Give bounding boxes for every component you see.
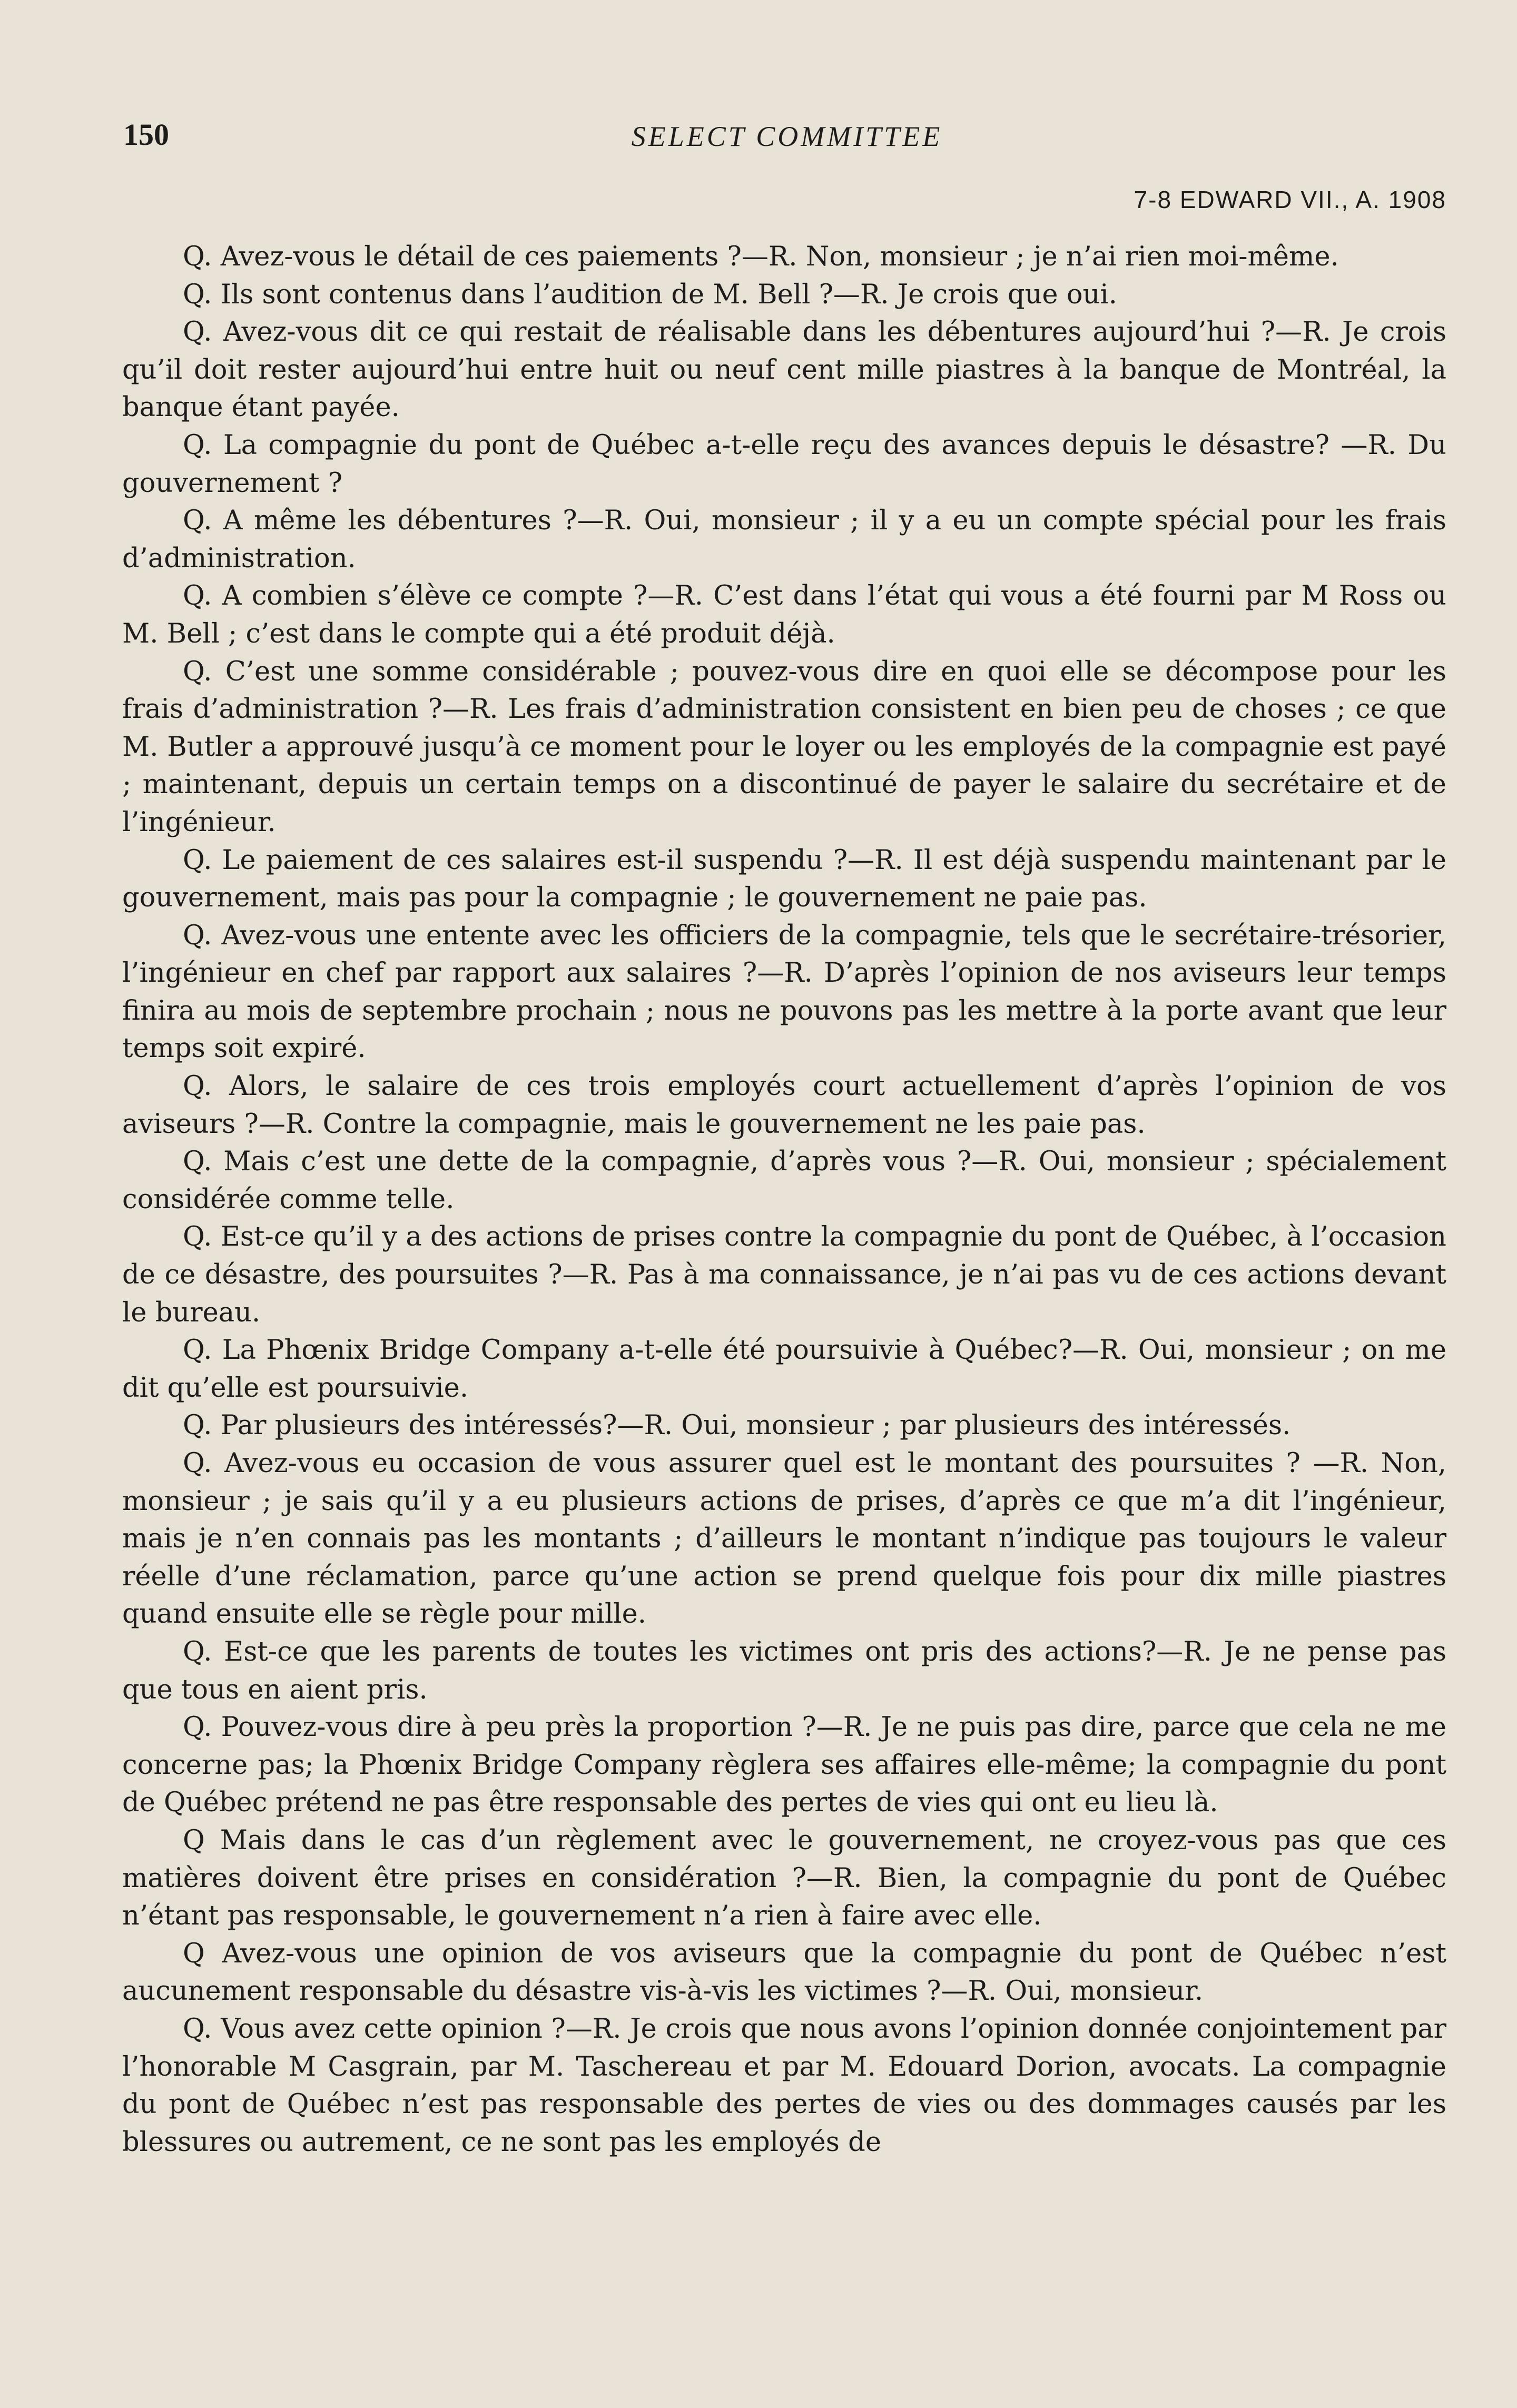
- running-head: [123, 117, 1451, 159]
- paragraph: Q. Par plusieurs des intéressés?—R. Oui, monsieur ; par plusieurs des intéressés.: [183, 1410, 1291, 1442]
- paragraph: Q. Avez-vous eu occasion de vous assurer quel est le montant des poursuites ? —R. Non, monsieur ; je sais qu’il y a eu plusieurs actions de prises, d’après ce que m’a dit l’ingénieur, mais je n’en connais pas les montants ; d’ailleurs le montant n’indique pas toujours le valeur réelle d’une réclamation, parce qu’une action se prend quelque fois pour dix mille piastres quand ensuite elle se règle pour mille.: [122, 1448, 1446, 1630]
- paragraph: Q. Alors, le salaire de ces trois employés court actuellement d’après l’opinion de vos aviseurs ?—R. Contre la compagnie, mais le gouvernement ne les paie pas.: [122, 1071, 1446, 1140]
- page-number: 150: [123, 117, 169, 152]
- running-title: SELECT COMMITTEE: [631, 121, 943, 152]
- paragraph: Q. Le paiement de ces salaires est-il suspendu ?—R. Il est déjà suspendu maintenant par le gouvernement, mais pas pour la compagnie ; le gouvernement ne paie pas.: [122, 844, 1446, 914]
- paragraph: Q. Pouvez-vous dire à peu près la proportion ?—R. Je ne puis pas dire, parce que cela ne me concerne pas; la Phœnix Bridge Company règlera ses affaires elle-même; la compagnie du pont de Québec prétend ne pas être responsable des pertes de vies qui ont eu lieu là.: [122, 1712, 1446, 1819]
- paragraph: Q. La Phœnix Bridge Company a-t-elle été poursuivie à Québec?—R. Oui, monsieur ; on me dit qu’elle est poursuivie.: [122, 1335, 1446, 1404]
- paragraph: Q. Vous avez cette opinion ?—R. Je crois que nous avons l’opinion donnée conjointement par l’honorable M Casgrain, par M. Taschereau et par M. Edouard Dorion, avocats. La compagnie du pont de Québec n’est pas responsable des pertes de vies ou des dommages causés par les blessures ou autrement, ce ne sont pas les employés de: [122, 2013, 1446, 2158]
- paragraph: Q. Est-ce qu’il y a des actions de prises contre la compagnie du pont de Québec, à l’occasion de ce désastre, des poursuites ?—R. Pas à ma connaissance, je n’ai pas vu de ces actions devant le bureau.: [122, 1221, 1446, 1328]
- paragraph: Q. Est-ce que les parents de toutes les victimes ont pris des actions?—R. Je ne pense pas que tous en aient pris.: [122, 1636, 1446, 1705]
- body-text: [122, 238, 1446, 2161]
- paragraph: Q Avez-vous une opinion de vos aviseurs que la compagnie du pont de Québec n’est aucunement responsable du désastre vis-à-vis les victimes ?—R. Oui, monsieur.: [122, 1938, 1446, 2007]
- paragraph: Q Mais dans le cas d’un règlement avec le gouvernement, ne croyez-vous pas que ces matières doivent être prises en considération ?—R. Bien, la compagnie du pont de Québec n’étant pas responsable, le gouvernement n’a rien à faire avec elle.: [122, 1824, 1446, 1932]
- paragraph: Q. Ils sont contenus dans l’audition de M. Bell ?—R. Je crois que oui.: [183, 279, 1117, 310]
- paragraph: Q. Avez-vous le détail de ces paiements ?—R. Non, monsieur ; je n’ai rien moi-même.: [183, 241, 1339, 272]
- paragraph: Q. C’est une somme considérable ; pouvez-vous dire en quoi elle se décompose pour les frais d’administration ?—R. Les frais d’administration consistent en bien peu de choses ; ce que M. Butler a approuvé jusqu’à ce moment pour le loyer ou les employés de la compagnie est payé ; maintenant, depuis un certain temps on a discontinué de payer le salaire du secrétaire et de l’ingénieur.: [122, 656, 1446, 838]
- paragraph: Q. La compagnie du pont de Québec a-t-elle reçu des avances depuis le désastre? —R. Du gouvernement ?: [122, 429, 1446, 499]
- paragraph: Q. Mais c’est une dette de la compagnie, d’après vous ?—R. Oui, monsieur ; spécialement considérée comme telle.: [122, 1146, 1446, 1215]
- session-label: 7-8 EDWARD VII., A. 1908: [1134, 186, 1446, 213]
- paragraph: Q. Avez-vous dit ce qui restait de réalisable dans les débentures aujourd’hui ?—R. Je crois qu’il doit rester aujourd’hui entre huit ou neuf cent mille piastres à la banque de Montréal, la banque étant payée.: [122, 317, 1446, 423]
- paragraph: Q. A même les débentures ?—R. Oui, monsieur ; il y a eu un compte spécial pour les frais d’administration.: [122, 505, 1446, 574]
- paragraph: Q. A combien s’élève ce compte ?—R. C’est dans l’état qui vous a été fourni par M Ross ou M. Bell ; c’est dans le compte qui a été produit déjà.: [122, 580, 1446, 649]
- paragraph: Q. Avez-vous une entente avec les officiers de la compagnie, tels que le secrétaire-trésorier, l’ingénieur en chef par rapport aux salaires ?—R. D’après l’opinion de nos aviseurs leur temps finira au mois de septembre prochain ; nous ne pouvons pas les mettre à la porte avant que leur temps soit expiré.: [122, 920, 1446, 1064]
